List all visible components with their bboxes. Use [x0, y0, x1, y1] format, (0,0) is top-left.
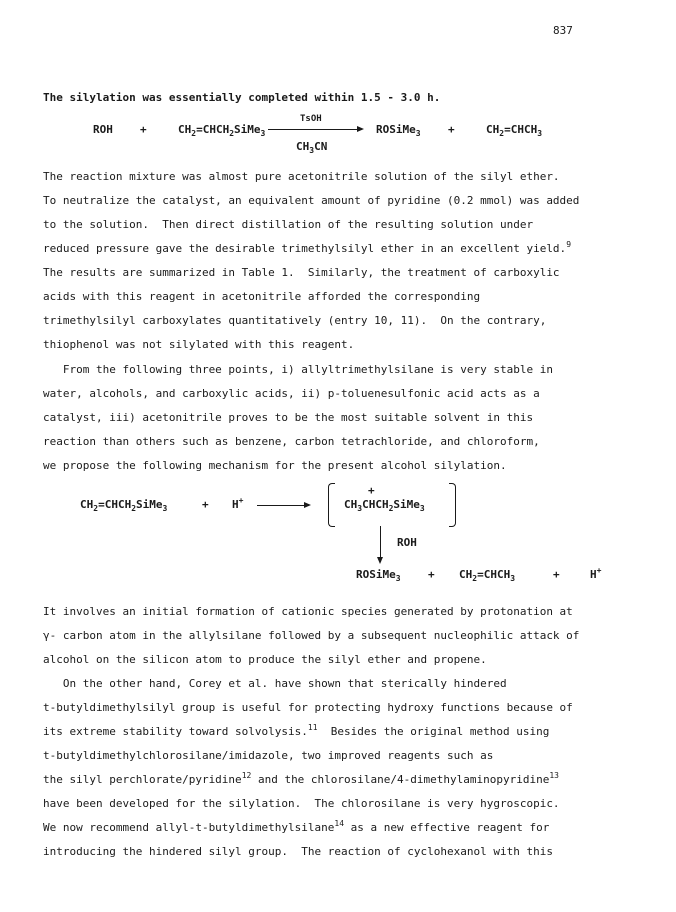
text-line: have been developed for the silylation. The chlorosilane is very hygroscopic.: [43, 797, 560, 810]
text-line: The results are summarized in Table 1. Similarly, the treatment of carboxylic: [43, 266, 560, 279]
text-line: we propose the following mechanism for the present alcohol silylation.: [43, 459, 507, 472]
mechanism-product-silyl-ether: ROSiMe$_3$: [356, 568, 401, 583]
text-line: water, alcohols, and carboxylic acids, ii) p-toluenesulfonic acid acts as a: [43, 387, 540, 400]
mechanism-arrow: [257, 505, 309, 506]
mechanism-plus: +: [553, 568, 560, 581]
text-line: From the following three points, i) allyltrimethylsilane is very stable in: [43, 363, 553, 376]
left-bracket: [328, 483, 335, 527]
mechanism-allylsilane: $CH_2=CHCH_2SiMe_3$: [80, 498, 168, 513]
text-line: t-butyldimethylchlorosilane/imidazole, two improved reagents such as: [43, 749, 494, 762]
text-line: On the other hand, Corey et al. have shown that sterically hindered: [43, 677, 507, 690]
mechanism-plus: +: [428, 568, 435, 581]
page-number: 837: [553, 24, 573, 37]
text-line: To neutralize the catalyst, an equivalent amount of pyridine (0.2 mmol) was added: [43, 194, 580, 207]
text-line: the silyl perchlorate/pyridine$^{12}$ and the chlorosilane/4-dimethylaminopyridine$^{13}$: [43, 771, 559, 786]
equation-reagent-allylsilane: $CH_2=CHCH_2SiMe_3$: [178, 123, 266, 138]
text-line: γ- carbon atom in the allylsilane followed by a subsequent nucleophilic attack of: [43, 629, 580, 642]
reference-superscript: 11: [307, 723, 318, 732]
reference-superscript: 12: [241, 771, 252, 780]
text-line: introducing the hindered silyl group. The reaction of cyclohexanol with this: [43, 845, 553, 858]
mechanism-proton: H+: [232, 496, 244, 511]
equation-reactant-roh: ROH: [93, 123, 113, 136]
text-line: The silylation was essentially completed within 1.5 - 3.0 h.: [43, 91, 441, 104]
text-line: It involves an initial formation of cationic species generated by protonation at: [43, 605, 573, 618]
text-line: reduced pressure gave the desirable trimethylsilyl ether in an excellent yield.$^9$: [43, 240, 572, 255]
text-line: reaction than others such as benzene, carbon tetrachloride, and chloroform,: [43, 435, 540, 448]
text-line: We now recommend allyl-t-butyldimethylsilane$^{14}$ as a new effective reagent for: [43, 819, 550, 834]
text-line: thiophenol was not silylated with this reagent.: [43, 338, 355, 351]
text-line: its extreme stability toward solvolysis.$^{11}$ Besides the original method using: [43, 723, 550, 738]
mechanism-down-arrow: [380, 526, 381, 562]
equation-solvent: $CH_3CN$: [296, 140, 328, 155]
text-line: alcohol on the silicon atom to produce the silyl ether and propene.: [43, 653, 487, 666]
equation-product-propene: $CH_2=CHCH_3$: [486, 123, 543, 138]
text-line: acids with this reagent in acetonitrile afforded the corresponding: [43, 290, 481, 303]
equation-plus: +: [448, 123, 455, 136]
mechanism-product-propene: $CH_2=CHCH_3$: [459, 568, 516, 583]
text-line: t-butyldimethylsilyl group is useful for protecting hydroxy functions because of: [43, 701, 573, 714]
text-line: The reaction mixture was almost pure acetonitrile solution of the silyl ether.: [43, 170, 560, 183]
equation-plus: +: [140, 123, 147, 136]
text-line: catalyst, iii) acetonitrile proves to be the most suitable solvent in this: [43, 411, 534, 424]
equation-product-silyl-ether: ROSiMe$_3$: [376, 123, 421, 138]
mechanism-reagent-roh: ROH: [397, 536, 417, 549]
mechanism-plus: +: [202, 498, 209, 511]
reference-superscript: 9: [566, 240, 572, 249]
reference-superscript: 13: [549, 771, 559, 780]
equation-catalyst: TsOH: [300, 114, 322, 124]
reference-superscript: 14: [334, 819, 345, 828]
text-line: to the solution. Then direct distillation of the resulting solution under: [43, 218, 534, 231]
mechanism-product-proton: H+: [590, 566, 602, 581]
cation-charge: +: [368, 484, 375, 497]
text-line: trimethylsilyl carboxylates quantitatively (entry 10, 11). On the contrary,: [43, 314, 547, 327]
right-bracket: [449, 483, 456, 527]
mechanism-cation: $CH_3CHCH_2SiMe_3$: [344, 498, 425, 513]
reaction-arrow: [268, 129, 362, 130]
